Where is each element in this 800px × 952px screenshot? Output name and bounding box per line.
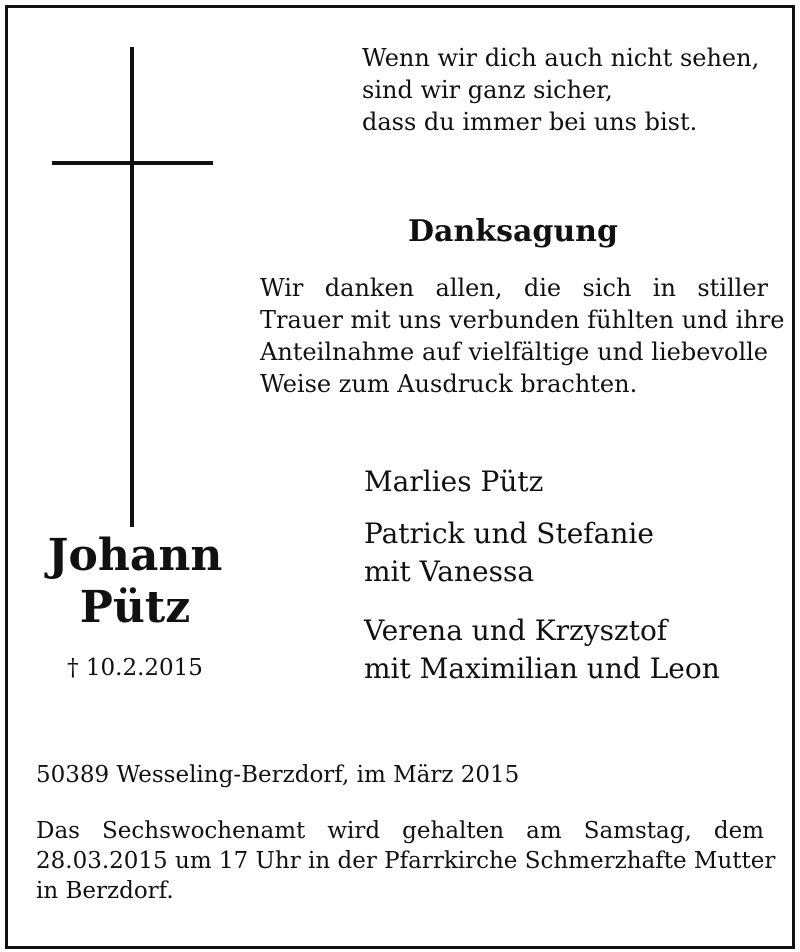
heading-danksagung: Danksagung xyxy=(408,214,618,249)
mourner-group xyxy=(364,612,720,688)
poem-line: sind wir ganz sicher, xyxy=(362,76,613,104)
poem-line: dass du immer bei uns bist. xyxy=(362,108,698,136)
mass-line: Das Sechswochenamt wird gehalten am Samstag, dem xyxy=(36,818,764,844)
deceased-name xyxy=(20,530,250,634)
deceased-first-name: Johann xyxy=(47,530,223,581)
thanks-line: Wir danken allen, die sich in stiller xyxy=(260,274,768,302)
thanks-line: Trauer mit uns verbunden fühlten und ihre xyxy=(260,306,785,334)
mourner-group xyxy=(364,515,654,591)
mass-announcement xyxy=(36,816,776,906)
mass-line: 28.03.2015 um 17 Uhr in der Pfarrkirche Schmerzhafte Mutter xyxy=(36,848,776,874)
mourner-group xyxy=(364,463,543,501)
mourner-name: Verena und Krzysztof xyxy=(364,614,668,647)
deceased-last-name: Pütz xyxy=(79,582,191,633)
death-date: † 10.2.2015 xyxy=(67,655,203,681)
place-date: 50389 Wesseling-Berzdorf, im März 2015 xyxy=(36,762,520,788)
cross-icon xyxy=(130,47,134,527)
mass-line: in Berzdorf. xyxy=(36,878,174,904)
mourner-name: mit Maximilian und Leon xyxy=(364,652,720,685)
mourner-name: Marlies Pütz xyxy=(364,465,544,498)
thanks-text xyxy=(260,272,785,400)
mourner-name: mit Vanessa xyxy=(364,555,535,588)
poem-line: Wenn wir dich auch nicht sehen, xyxy=(362,44,760,72)
cross-bar xyxy=(52,161,213,165)
mourner-name: Patrick und Stefanie xyxy=(364,517,654,550)
thanks-line: Weise zum Ausdruck brachten. xyxy=(260,370,638,398)
poem xyxy=(362,42,759,138)
thanks-line: Anteilnahme auf vielfältige und liebevolle xyxy=(260,338,768,366)
